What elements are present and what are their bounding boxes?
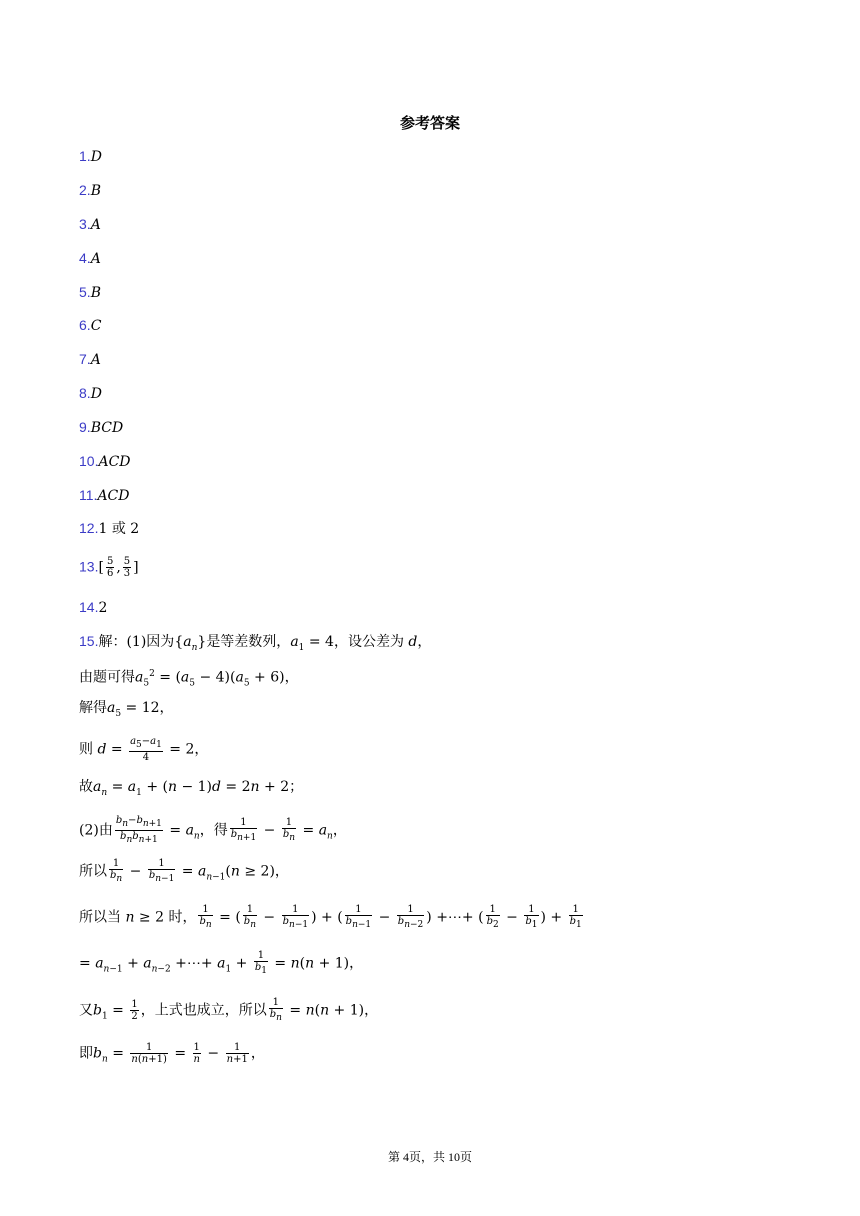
- solution-line-3: 解得$a_5 = 12$，: [79, 700, 174, 719]
- solution-line-11: 即$b_n$ = $\frac{1}{n(n+1)}$ = $\frac{1}{n}$ − $\frac{1}{n+1}$ ，: [79, 1042, 265, 1065]
- answer-14: 14.2: [79, 599, 108, 616]
- answer-6: 6.C: [79, 317, 102, 334]
- answer-3: 3.A: [79, 216, 101, 233]
- solution-line-8: 所以当 n ≥ 2 时， $\frac{1}{b_n}$ = ( $\frac{1}{b_n}$ − $\frac{1}{b_{n-1}}$ ) + ( $\frac{1}{b_{n-1}}$ − $\frac{1}{b_{n-2}}$ ) +⋯+ ( $\frac{1}{b_2}$ − $\frac{1}{b_1}$ ) + $\frac{1}{b_1}$: [79, 904, 582, 930]
- answer-12: 12.1 或 2: [79, 520, 140, 537]
- solution-line-2: 由题可得$a_5^2 = (a_5 - 4)(a_5 + 6)$，: [79, 669, 299, 689]
- answer-10: 10.ACD: [79, 453, 131, 470]
- answer-1: 1.D: [79, 148, 102, 165]
- answer-13: 13.[ $\frac{5}{6}$ , $\frac{5}{3}$ ]: [79, 556, 139, 579]
- page-footer: 第 4页，共 10页: [387, 1150, 472, 1164]
- page-title: 参考答案: [399, 114, 460, 132]
- solution-line-1: 15.解：(1)因为$\{a_n\}$是等差数列，$a_1 = 4$，设公差为 d，: [79, 633, 432, 653]
- answer-7: 7.A: [79, 351, 101, 368]
- solution-line-5: 故$a_n = a_1 + (n - 1)d = 2n + 2$；: [79, 779, 304, 798]
- solution-line-9: = $a_{n-1} + a_{n-2}$ +⋯+ $a_1$ + $\frac{1}{b_1}$ = n(n + 1)，: [79, 950, 364, 976]
- answer-9: 9.BCD: [79, 419, 124, 436]
- answer-2: 2.B: [79, 182, 101, 199]
- answer-4: 4.A: [79, 250, 101, 267]
- solution-line-7: 所以 $\frac{1}{b_n}$ − $\frac{1}{b_{n-1}}$ = $a_{n-1}(n \ge 2)$，: [79, 858, 289, 884]
- answer-11: 11.ACD: [79, 487, 130, 504]
- solution-line-4: 则 d = $\frac{a_5-a_1}{4}$ = 2，: [79, 736, 209, 763]
- answer-8: 8.D: [79, 385, 102, 402]
- solution-line-6: (2)由 $\frac{b_n-b_{n+1}}{b_nb_{n+1}}$ = $a_n$，得 $\frac{1}{b_{n+1}}$ − $\frac{1}{b_n}$ = $a_n$，: [79, 815, 347, 845]
- answer-5: 5.B: [79, 284, 101, 301]
- solution-line-10: 又$b_1$ = $\frac{1}{2}$ ，上式也成立，所以 $\frac{1}{b_n}$ = n(n + 1)，: [79, 997, 379, 1023]
